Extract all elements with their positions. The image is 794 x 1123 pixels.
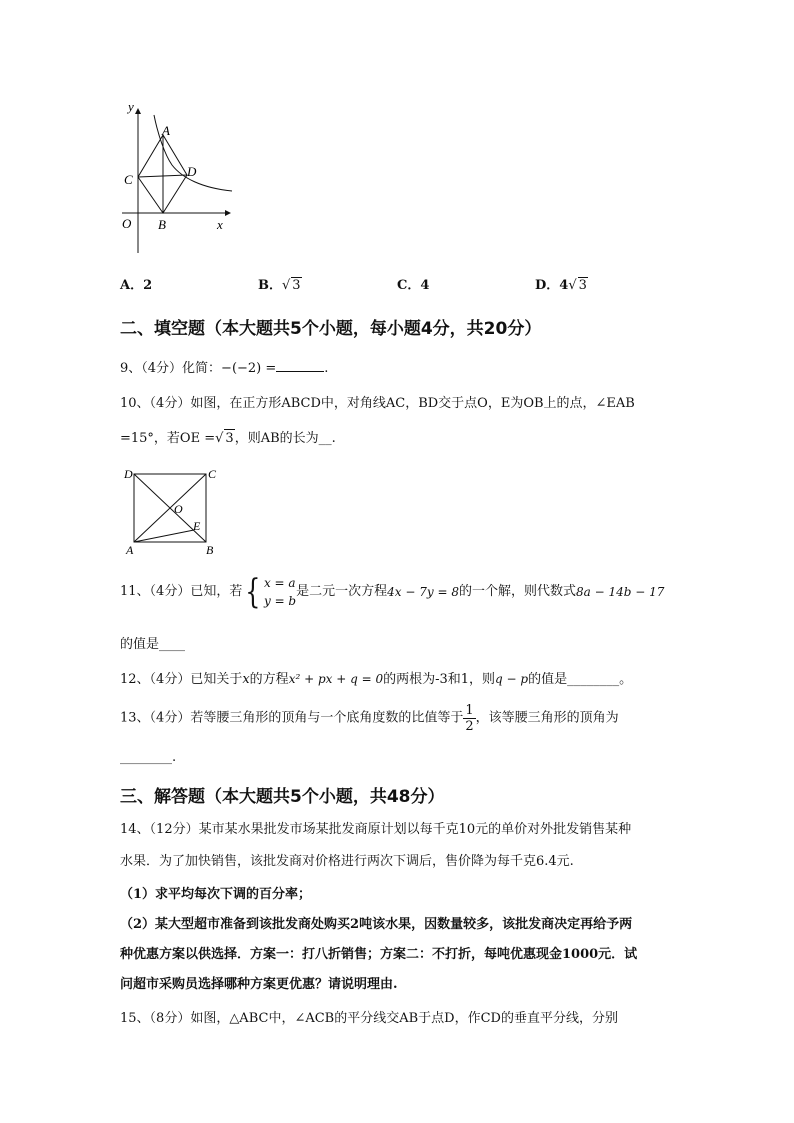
label-y: y: [128, 99, 134, 114]
question-14-sub1: （1）求平均每次下调的百分率；: [120, 887, 312, 902]
question-14-line1: 14、（12分）某市某水果批发市场某批发商原计划以每千克10元的单价对外批发销售某种: [120, 822, 632, 837]
label-a: A: [162, 123, 170, 138]
section-heading-fill-in: 二、填空题（本大题共5个小题，每小题4分，共20分）: [120, 319, 542, 339]
label-o: O: [122, 216, 132, 231]
question-14-line2: 水果．为了加快销售，该批发商对价格进行两次下调后，售价降为每千克6.4元.: [120, 854, 574, 869]
label-c: C: [208, 467, 217, 481]
label-d: D: [187, 164, 197, 179]
question-13-line1: 13、（4分）若等腰三角形的顶角与一个底角度数的比值等于 $\frac{1}{2}$ ，该等腰三角形的顶角为: [120, 703, 619, 734]
label-o: O: [174, 502, 183, 516]
figure-square-abcd: [120, 462, 230, 562]
question-14-sub2-line2: 种优惠方案以供选择．方案一：打八折销售；方案二：不打折，每吨优惠现金1000元．试: [120, 947, 638, 962]
option-d: D．4√ 3: [535, 278, 587, 293]
label-b: B: [158, 217, 166, 232]
question-15-line1: 15、（8分）如图，△ABC中，∠ACB的平分线交AB于点D，作CD的垂直平分线，分别: [120, 1011, 618, 1026]
label-d: D: [124, 467, 133, 481]
question-11-line1: 11、（4分）已知，若{ x = a y = b 是二元一次方程4x − 7y = 8的一个解，则代数式8a − 14b − 17: [120, 572, 665, 612]
label-c: C: [124, 172, 133, 187]
question-11-line2: 的值是____: [120, 637, 186, 652]
question-9: 9、（4分）化简：−(−2) = .: [120, 361, 329, 376]
question-14-sub2-line3: 问超市采购员选择哪种方案更优惠？请说明理由.: [120, 977, 398, 992]
question-14-sub2-line1: （2）某大型超市准备到该批发商处购买2吨该水果，因数量较多，该批发商决定再给予两: [120, 917, 633, 932]
question-10-line1: 10、（4分）如图，在正方形ABCD中，对角线AC，BD交于点O，E为OB上的点，∠EAB: [120, 396, 635, 411]
option-b: B．√ 3: [258, 278, 301, 293]
answer-blank: [276, 359, 324, 372]
label-b: B: [206, 543, 214, 557]
option-a: A．2: [120, 278, 153, 293]
label-a: A: [126, 543, 134, 557]
question-10-line2: =15°，若OE =√ 3，则AB的长为__.: [120, 431, 336, 446]
figure-coordinate-rhombus: [110, 95, 250, 260]
label-x: x: [217, 217, 223, 232]
question-13-line2: ________.: [120, 750, 177, 765]
section-heading-solve: 三、解答题（本大题共5个小题，共48分）: [120, 787, 445, 807]
label-e: E: [193, 519, 201, 533]
question-12: 12、（4分）已知关于x的方程x² + px + q = 0的两根为-3和1，则q − p的值是________。: [120, 672, 633, 687]
segment-ae: [134, 530, 194, 542]
option-c: C．4: [397, 278, 430, 293]
